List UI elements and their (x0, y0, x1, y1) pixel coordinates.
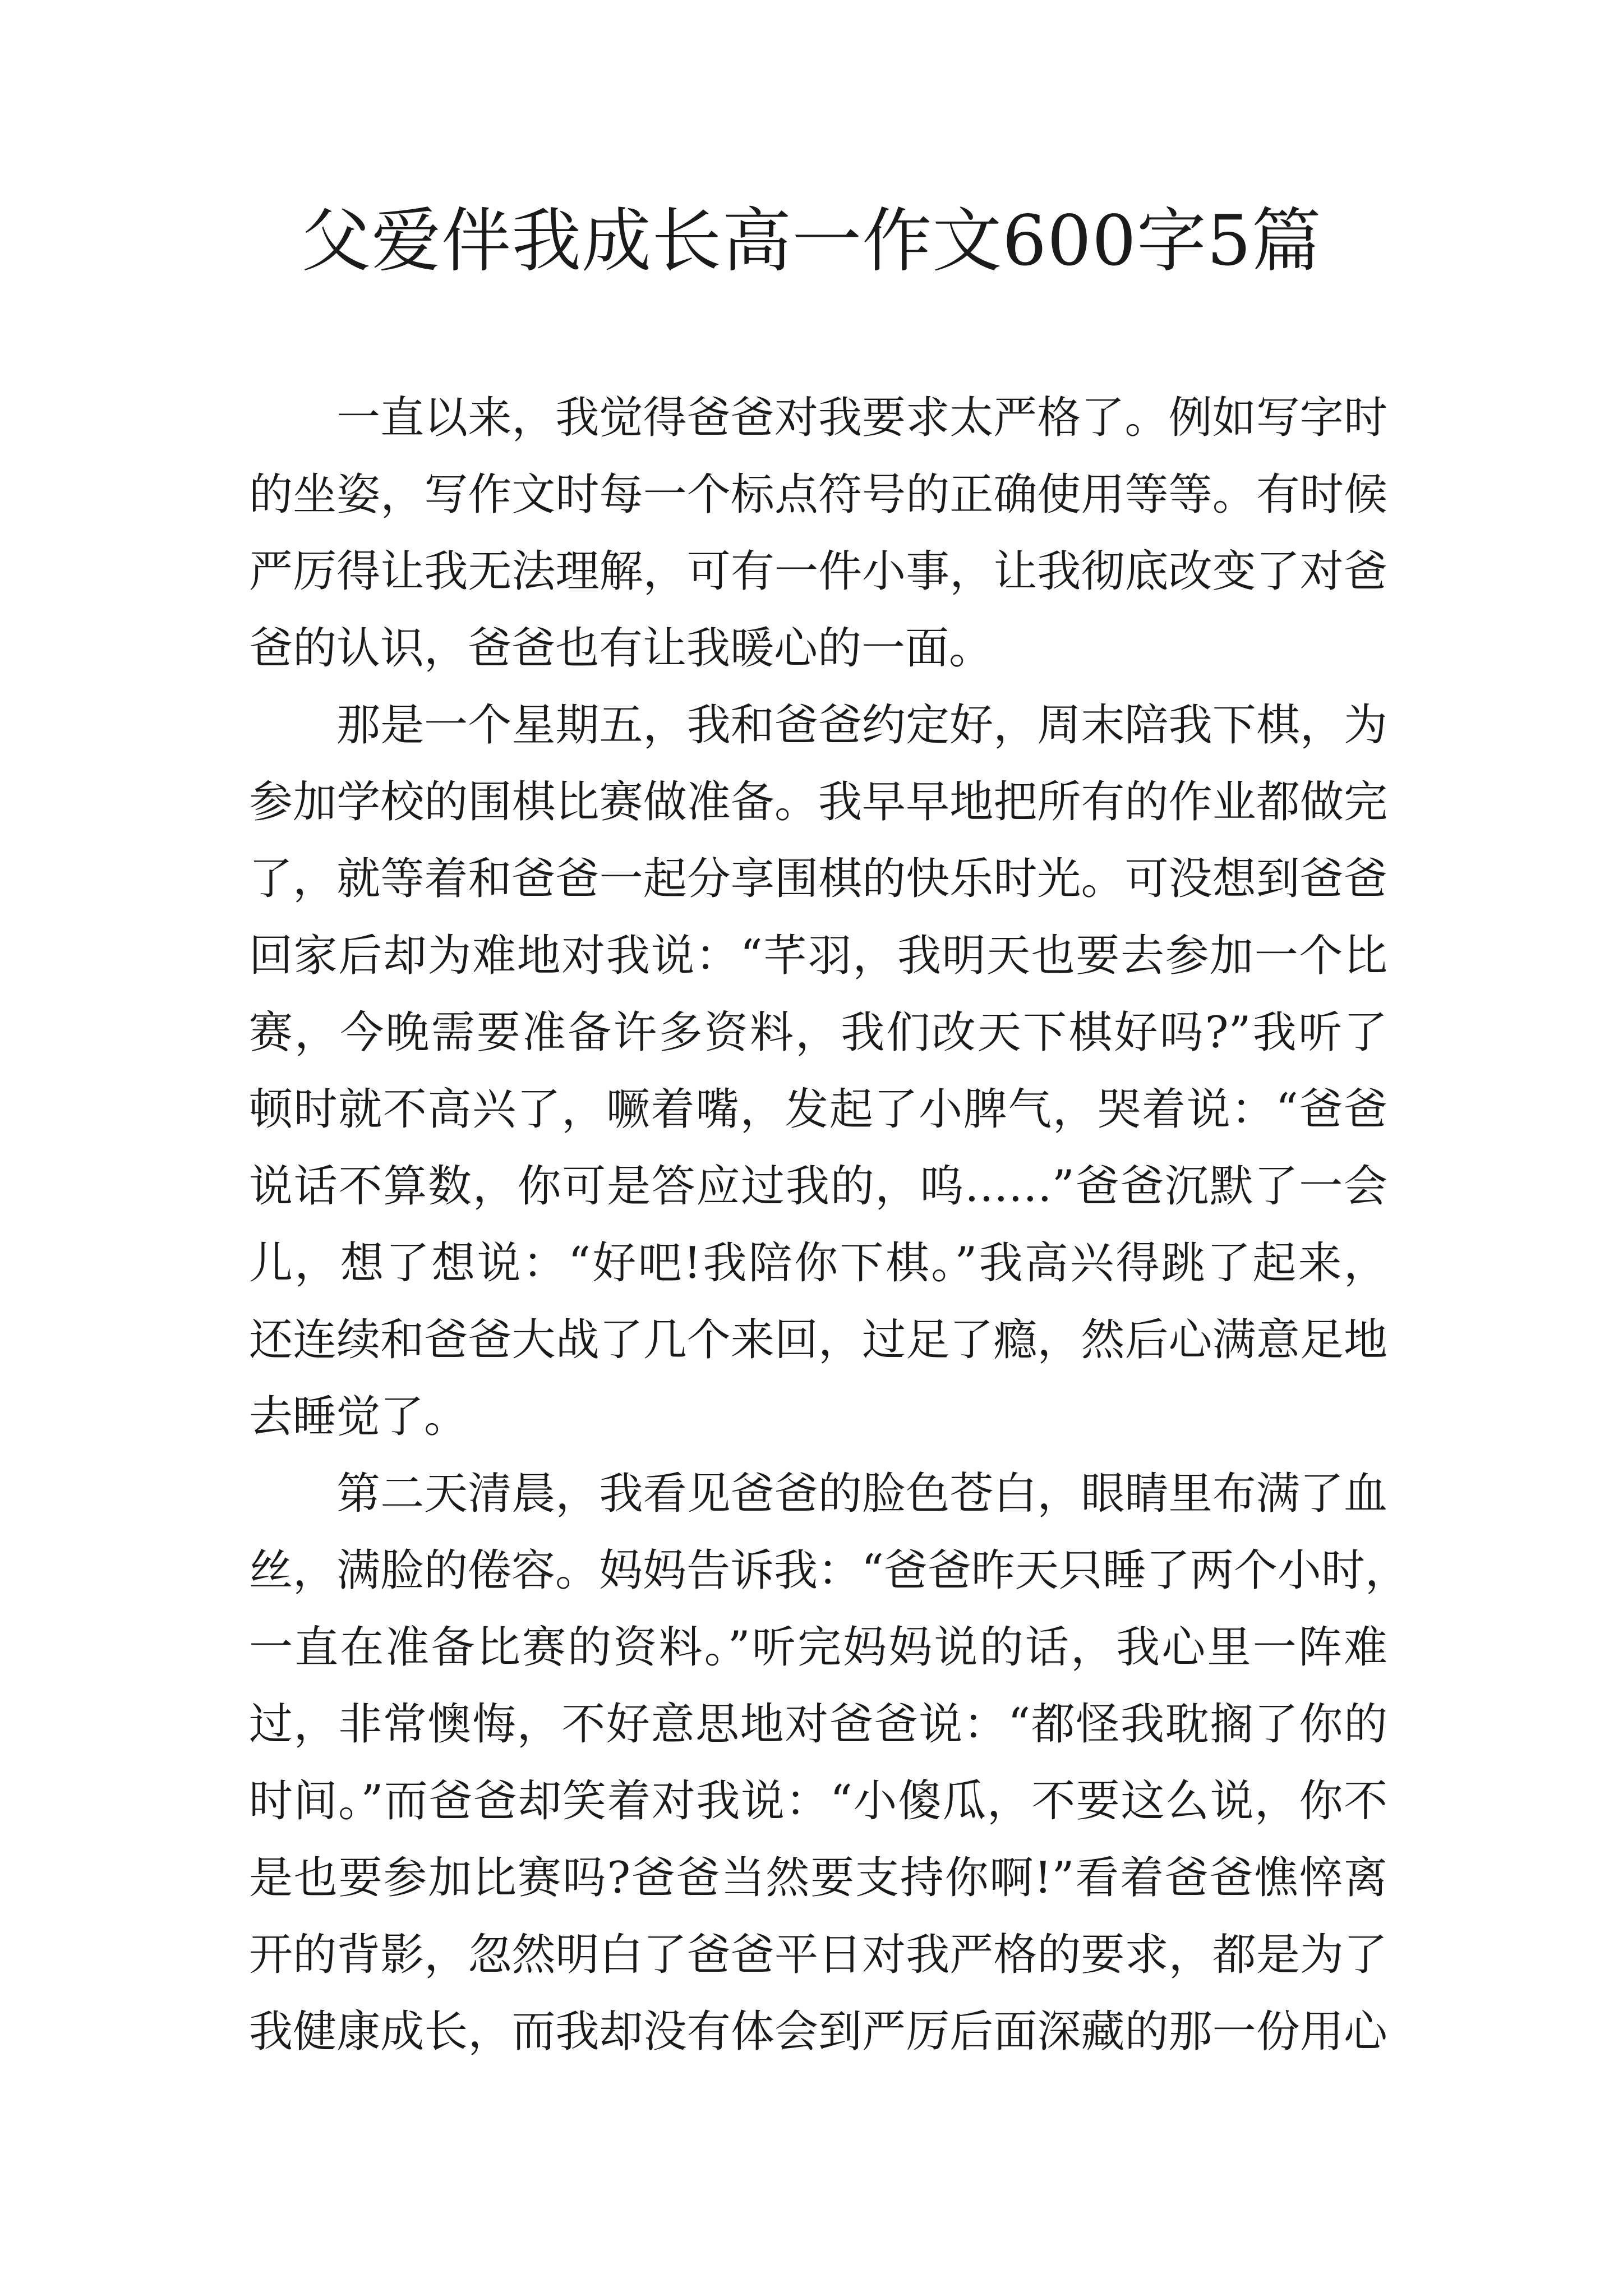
text-line: 是也要参加比赛吗?爸爸当然要支持你啊!”看着爸爸憔悴离 (249, 1853, 1387, 1903)
text-line: 顿时就不高兴了，噘着嘴，发起了小脾气，哭着说：“爸爸 (249, 1084, 1387, 1135)
text-line: 第二天清晨，我看见爸爸的脸色苍白，眼睛里布满了血 (336, 1469, 1387, 1519)
text-line: 过，非常懊悔，不好意思地对爸爸说：“都怪我耽搁了你的 (249, 1699, 1387, 1750)
text-line: 开的背影，忽然明白了爸爸平日对我严格的要求，都是为了 (249, 1930, 1387, 1980)
text-line: 回家后却为难地对我说：“芊羽，我明天也要去参加一个比 (249, 931, 1387, 981)
text-line: 儿，想了想说：“好吧!我陪你下棋。”我高兴得跳了起来， (249, 1238, 1387, 1289)
text-line: 的坐姿，写作文时每一个标点符号的正确使用等等。有时候 (249, 470, 1387, 520)
text-line: 说话不算数，你可是答应过我的，呜……”爸爸沉默了一会 (249, 1161, 1387, 1212)
text-line: 时间。”而爸爸却笑着对我说：“小傻瓜，不要这么说，你不 (249, 1776, 1387, 1826)
text-line: 严厉得让我无法理解，可有一件小事，让我彻底改变了对爸 (249, 546, 1387, 597)
text-line: 了，就等着和爸爸一起分享围棋的快乐时光。可没想到爸爸 (249, 854, 1387, 904)
document-title: 父爱伴我成长高一作文600字5篇 (301, 201, 1322, 282)
text-line: 我健康成长，而我却没有体会到严厉后面深藏的那一份用心 (249, 2007, 1387, 2057)
text-line: 还连续和爸爸大战了几个来回，过足了瘾，然后心满意足地 (249, 1315, 1387, 1365)
text-line: 赛，今晚需要准备许多资料，我们改天下棋好吗?”我听了 (249, 1007, 1387, 1058)
text-line: 一直以来，我觉得爸爸对我要求太严格了。例如写字时 (336, 393, 1387, 443)
text-line: 参加学校的围棋比赛做准备。我早早地把所有的作业都做完 (249, 777, 1387, 827)
text-line: 一直在准备比赛的资料。”听完妈妈说的话，我心里一阵难 (249, 1622, 1387, 1673)
text-line: 去睡觉了。 (249, 1392, 468, 1442)
text-line: 那是一个星期五，我和爸爸约定好，周末陪我下棋，为 (336, 700, 1387, 751)
text-line: 爸的认识，爸爸也有让我暖心的一面。 (249, 623, 993, 674)
text-line: 丝，满脸的倦容。妈妈告诉我：“爸爸昨天只睡了两个小时， (249, 1545, 1409, 1596)
